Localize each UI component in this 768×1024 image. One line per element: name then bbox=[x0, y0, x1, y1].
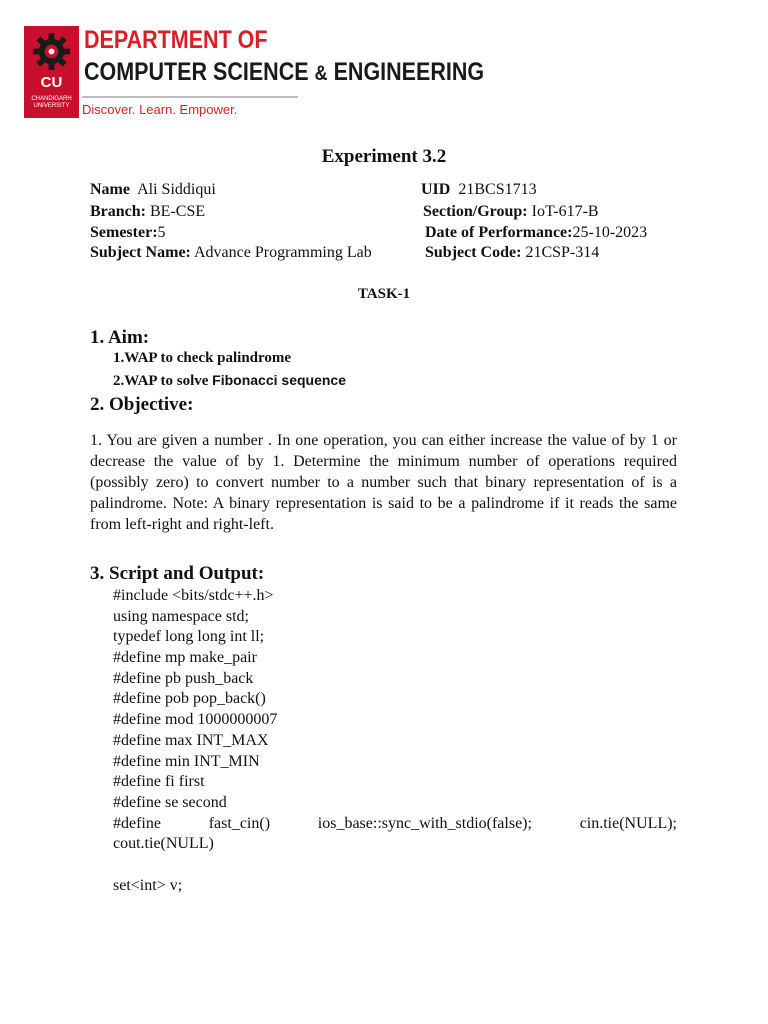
department-title-line1: DEPARTMENT OF bbox=[84, 26, 268, 54]
code-blank-line bbox=[113, 855, 677, 876]
logo-cu-text: CU bbox=[40, 74, 63, 91]
logo-university-text: CHANDIGARH UNIVERSITY bbox=[31, 96, 72, 109]
code-line: #include <bits/stdc++.h> bbox=[113, 587, 274, 604]
code-block bbox=[113, 586, 677, 896]
code-line-fastcin: #define fast_cin() ios_base::sync_with_stdio(false); cin.tie(NULL); bbox=[113, 814, 677, 832]
branch: Branch: BE-CSE bbox=[90, 203, 206, 220]
aim-item-2: 2.WAP to solve Fibonacci sequence bbox=[113, 372, 346, 389]
section-group: Section/Group: IoT-617-B bbox=[423, 203, 599, 220]
university-logo bbox=[24, 26, 79, 118]
header-divider bbox=[82, 96, 298, 98]
code-line: cout.tie(NULL) bbox=[113, 835, 214, 853]
code-line: #define mod 1000000007 bbox=[113, 711, 278, 729]
code-line: typedef long long int ll; bbox=[113, 628, 265, 646]
code-line: #define min INT_MIN bbox=[113, 752, 260, 770]
subject-code: Subject Code: 21CSP-314 bbox=[425, 244, 600, 261]
semester: Semester:5 bbox=[90, 224, 166, 241]
department-title-line2: COMPUTER SCIENCE & ENGINEERING bbox=[84, 58, 485, 86]
subject-name: Subject Name: Advance Programming Lab bbox=[90, 244, 372, 261]
aim-item-1: 1.WAP to check palindrome bbox=[113, 350, 292, 366]
tagline: Discover. Learn. Empower. bbox=[82, 102, 238, 117]
code-line: #define pb push_back bbox=[113, 669, 254, 687]
date-of-performance: Date of Performance:25-10-2023 bbox=[425, 224, 648, 241]
task-heading: TASK-1 bbox=[357, 286, 411, 302]
code-line: using namespace std; bbox=[113, 607, 249, 625]
aim-heading: 1. Aim: bbox=[90, 327, 150, 348]
code-line: set<int> v; bbox=[113, 876, 183, 894]
student-name: Name Ali Siddiqui bbox=[90, 181, 216, 198]
code-line: #define fi first bbox=[113, 773, 205, 791]
department-header bbox=[24, 26, 485, 122]
gear-emblem-icon bbox=[32, 32, 71, 71]
student-uid: UID 21BCS1713 bbox=[421, 181, 537, 198]
experiment-title: Experiment 3.2 bbox=[321, 146, 447, 167]
code-line: #define se second bbox=[113, 793, 227, 811]
script-heading: 3. Script and Output: bbox=[90, 563, 265, 584]
code-line: #define mp make_pair bbox=[113, 649, 257, 667]
code-line: #define pob pop_back() bbox=[113, 690, 266, 708]
code-line: #define max INT_MAX bbox=[113, 731, 269, 749]
objective-text: 1. You are given a number . In one operation, you can either increase the value of by 1 or decrease the value of by 1. Determine the minimum number of operations required (possibly zero) to convert number to a number such that binary representation of is a palindrome. Note: A binary representation is said to be a palindrome if it reads the same from left-right and right-left. bbox=[90, 432, 677, 533]
objective-heading: 2. Objective: bbox=[90, 394, 194, 415]
